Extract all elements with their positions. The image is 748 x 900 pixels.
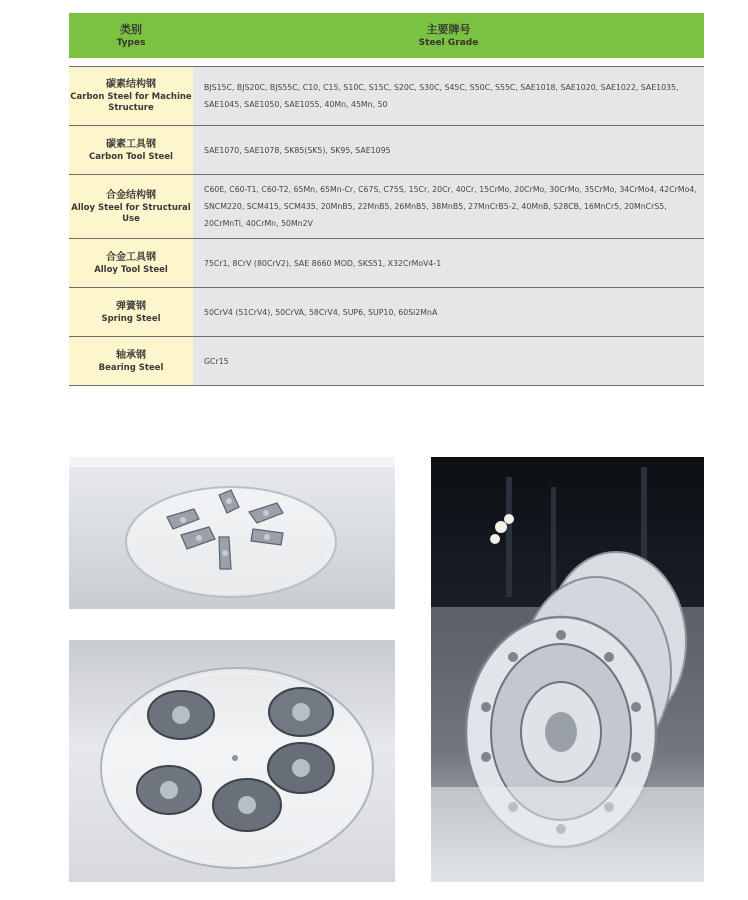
type-en: Alloy Steel for Structural Use	[71, 202, 191, 224]
header-types-en: Types	[116, 38, 146, 48]
header-grade-en: Steel Grade	[418, 38, 479, 48]
photo-disc-illustration	[431, 457, 704, 882]
header-grade-zh: 主要牌号	[426, 23, 471, 36]
type-cell	[69, 175, 193, 239]
photo-brackets-illustration	[69, 457, 395, 609]
type-zh: 合金工具钢	[106, 251, 156, 263]
steel-grade-table	[69, 13, 704, 386]
type-en: Alloy Tool Steel	[94, 264, 168, 275]
table-row	[69, 126, 704, 175]
grade-cell: 75Cr1, 8CrV (80CrV2), SAE 8660 MOD, SKS51, X32CrMoV4-1	[193, 239, 704, 288]
type-cell	[69, 337, 193, 386]
photo-brackets-on-glass-disc	[69, 457, 395, 609]
photo-large-disc-parts	[431, 457, 704, 882]
type-zh: 弹簧钢	[116, 300, 146, 312]
type-en: Bearing Steel	[98, 362, 164, 373]
type-cell	[69, 239, 193, 288]
table-row	[69, 288, 704, 337]
photo-cups-illustration	[69, 640, 395, 882]
table-row	[69, 337, 704, 386]
grade-cell: C60E, C60-T1, C60-T2, 65Mn, 65Mn-Cr, C67S, C75S, 15Cr, 20Cr, 40Cr, 15CrMo, 20CrMo, 30CrMo, 35CrMo, 34CrMo4, 42CrMo4, SNCM220, SCM415, SCM435, 20MnB5, 22MnB5, 26MnB5, 38MnB5, 27MnCrB5-2, 40MnB, S28CB, 16MnCr5, 20MnCrS5, 20CrMnTi, 40CrMn, 50Mn2V	[193, 175, 704, 239]
type-cell	[69, 67, 193, 126]
type-en: Carbon Steel for Machine Structure	[70, 92, 192, 113]
table-row	[69, 239, 704, 288]
header-types-zh: 类别	[120, 23, 142, 36]
grade-cell: 50CrV4 (51CrV4), 50CrVA, 58CrV4, SUP6, SUP10, 60Si2MnA	[193, 288, 704, 337]
header-grade-cell	[193, 13, 704, 58]
type-en: Carbon Tool Steel	[89, 151, 173, 162]
grade-cell: GCr15	[193, 337, 704, 386]
header-types-cell	[69, 13, 193, 58]
type-cell	[69, 126, 193, 175]
grade-cell: SAE1070, SAE1078, SK85(SK5), SK95, SAE1095	[193, 126, 704, 175]
table-row	[69, 67, 704, 126]
type-zh: 碳素工具钢	[106, 138, 156, 150]
type-zh: 碳素结构钢	[106, 79, 156, 90]
grade-cell: BJS15C, BJS20C, BJS55C, C10, C15, S10C, S15C, S20C, S30C, S45C, S50C, S55C, SAE1018, SAE1020, SAE1022, SAE1035, SAE1045, SAE1050, SAE1055, 40Mn, 45Mn, 50	[193, 67, 704, 126]
table-row	[69, 175, 704, 239]
type-en: Spring Steel	[101, 313, 161, 324]
type-cell	[69, 288, 193, 337]
table-header-row	[69, 13, 704, 58]
header-gap	[69, 58, 704, 67]
type-zh: 轴承钢	[116, 349, 146, 361]
type-zh: 合金结构钢	[106, 189, 156, 201]
photo-pressed-cups-on-glass-disc	[69, 640, 395, 882]
